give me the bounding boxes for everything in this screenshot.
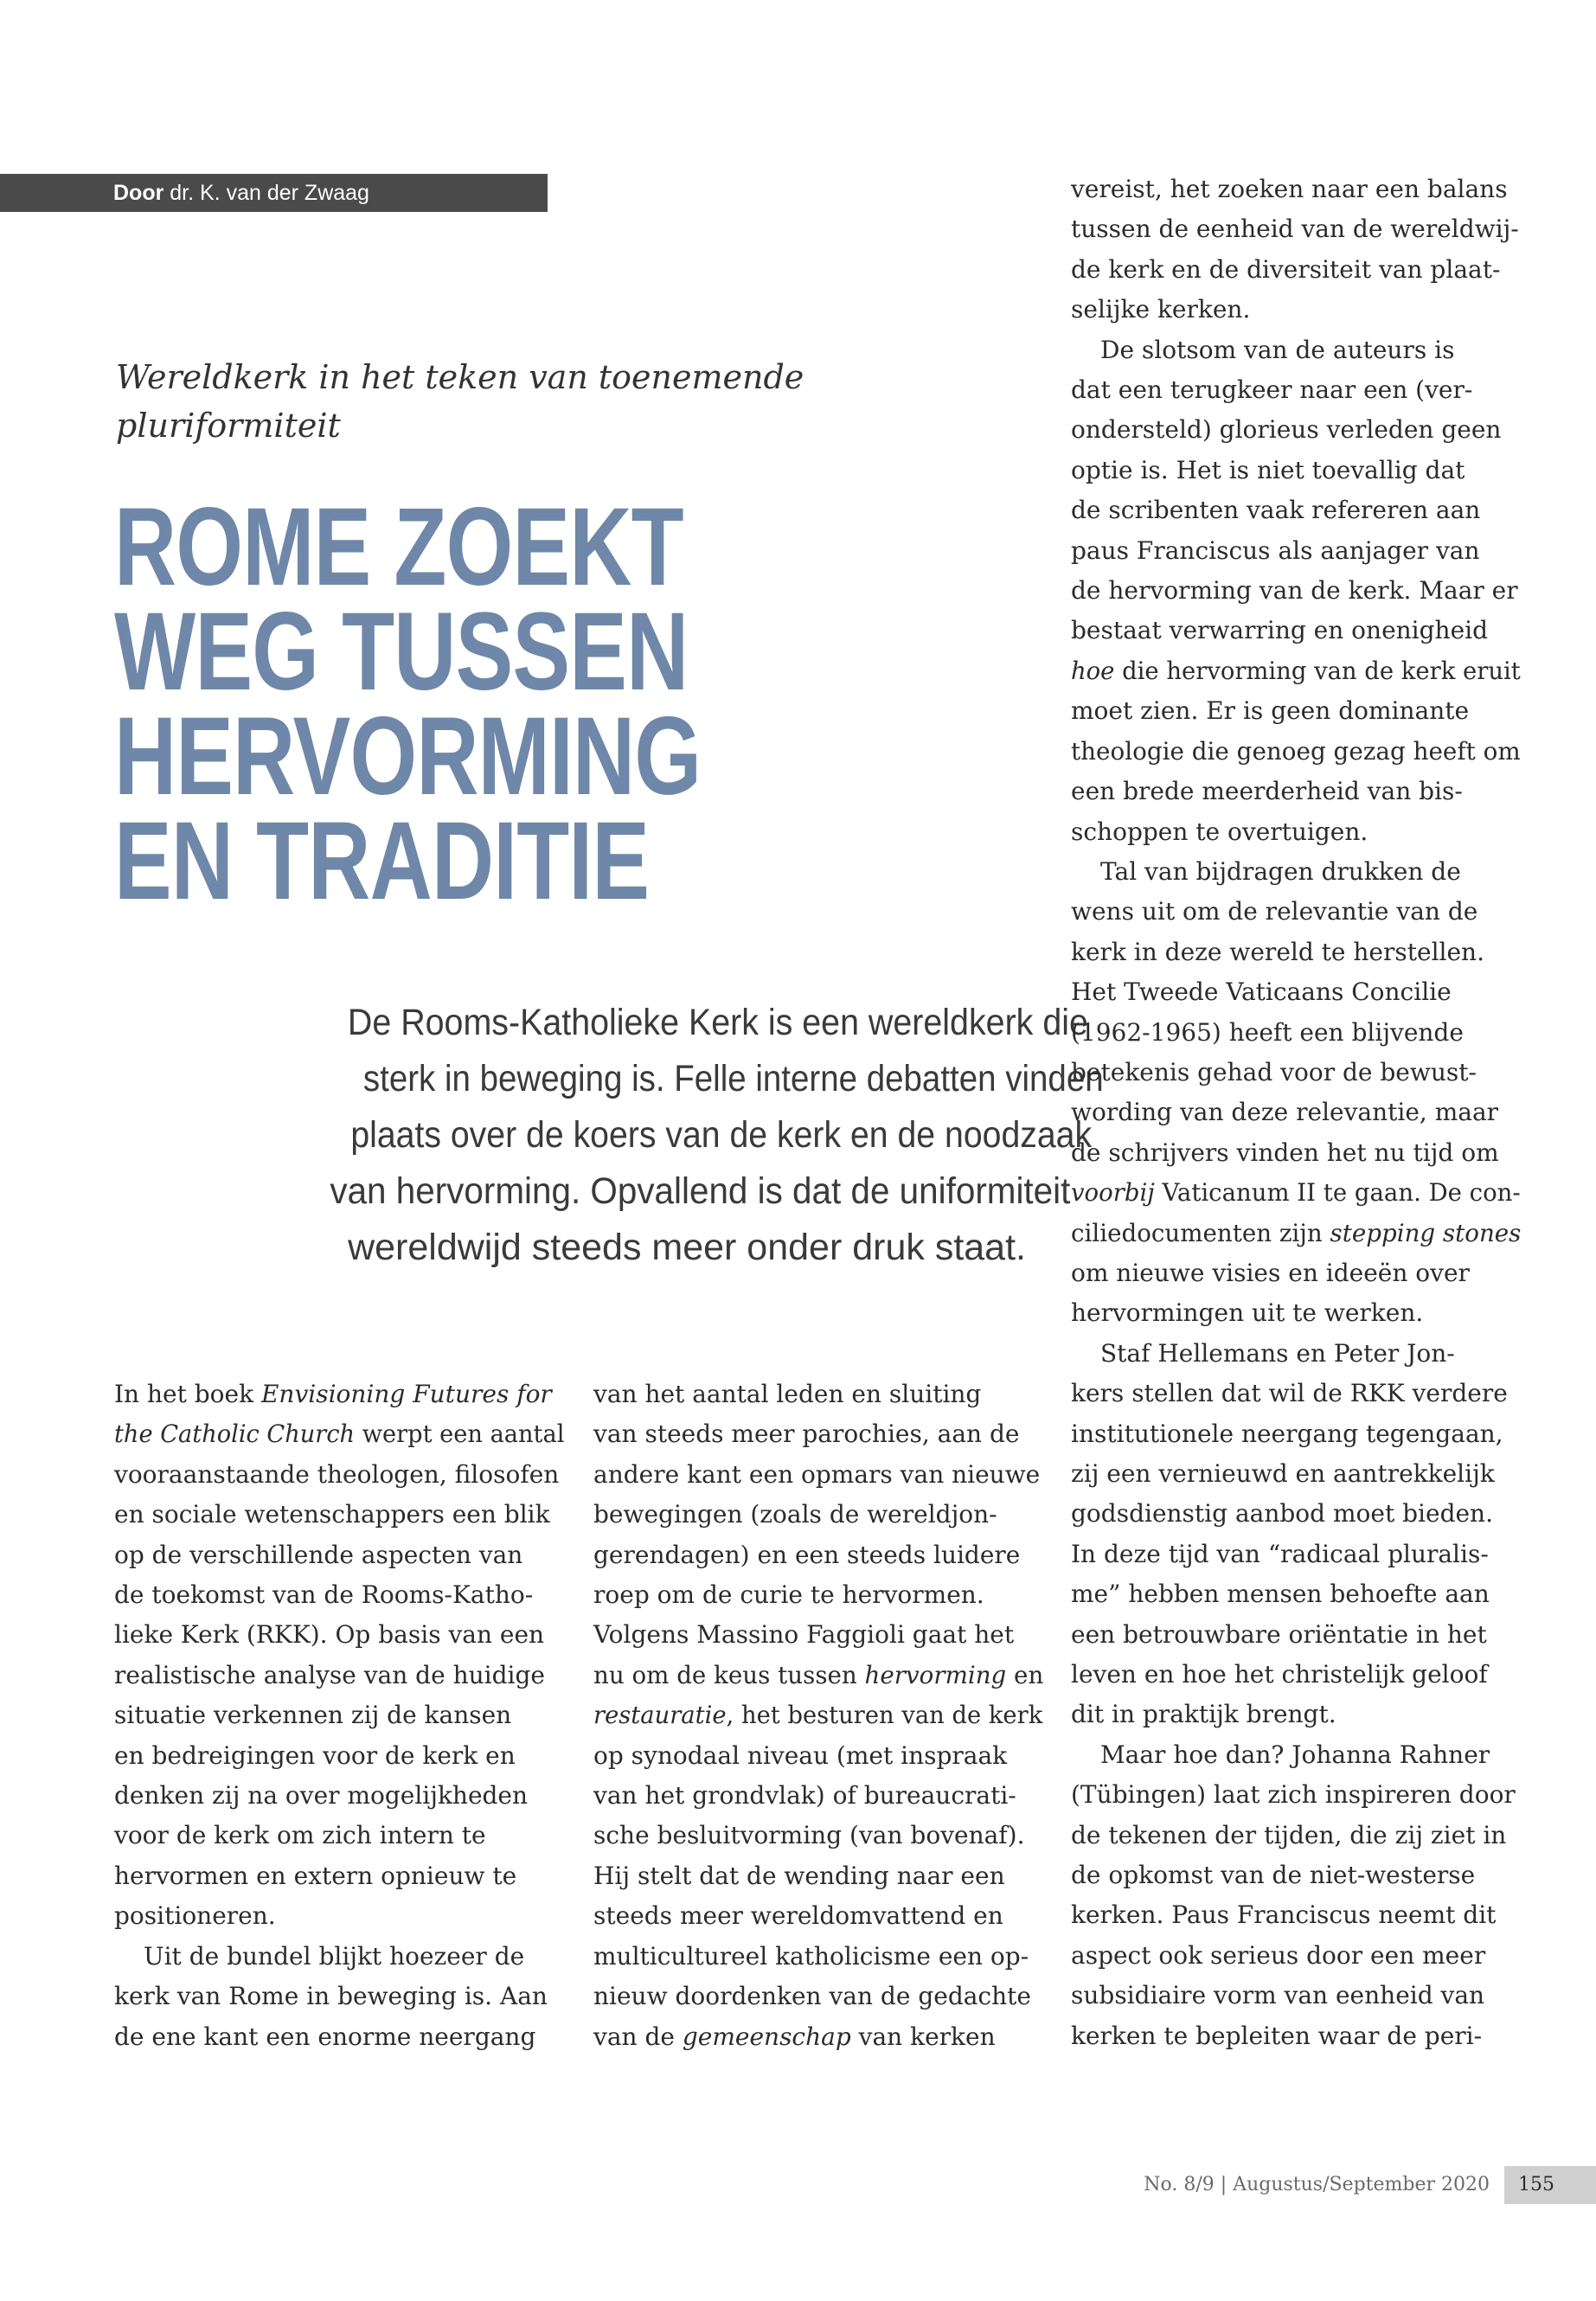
author-byline xyxy=(0,174,548,212)
text-line: Tal van bijdragen drukken de xyxy=(1100,856,1461,886)
text-line: Maar hoe dan? Johanna Rahner xyxy=(1100,1740,1490,1769)
text-line: hoe die hervorming van de kerk eruit xyxy=(1071,656,1521,685)
text-line: en bedreigingen voor de kerk en xyxy=(114,1740,516,1770)
headline-line: HERVORMING xyxy=(114,695,702,818)
text-line: vooraanstaande theologen, filosofen xyxy=(114,1459,560,1489)
text-line: selijke kerken. xyxy=(1071,295,1251,324)
text-line: roep om de curie te hervormen. xyxy=(593,1580,984,1610)
body-column-2 xyxy=(593,1375,1043,2057)
headline-line: EN TRADITIE xyxy=(114,799,650,923)
text-line: andere kant een opmars van nieuwe xyxy=(593,1459,1041,1489)
text-line: institutionele neergang tegengaan, xyxy=(1071,1419,1503,1448)
text-line: situatie verkennen zij de kansen xyxy=(114,1701,512,1730)
text-line: paus Franciscus als aanjager van xyxy=(1071,535,1480,565)
lead-line: wereldwijd steeds meer onder druk staat. xyxy=(348,1227,1026,1268)
footer-issue: No. 8/9 | Augustus/September 2020 xyxy=(1144,2174,1490,2195)
text-line: voor de kerk om zich intern te xyxy=(114,1821,486,1850)
text-line: gerendagen) en een steeds luidere xyxy=(593,1540,1021,1569)
text-line: Hij stelt dat de wending naar een xyxy=(593,1861,1005,1890)
article-headline xyxy=(114,485,979,923)
text-line: voorbij Vaticanum II te gaan. De con- xyxy=(1071,1178,1521,1208)
text-line: vereist, het zoeken naar een balans xyxy=(1071,175,1508,203)
text-line: optie is. Het is niet toevallig dat xyxy=(1071,455,1465,484)
text-line: hervormen en extern opnieuw te xyxy=(114,1861,517,1890)
lead-line: plaats over de koers van de kerk en de noodzaak xyxy=(350,1114,1093,1156)
text-line: op synodaal niveau (met inspraak xyxy=(593,1740,1008,1770)
text-line: (1962-1965) heeft een blijvende xyxy=(1071,1017,1464,1047)
text-line: hervormingen uit te werken. xyxy=(1071,1298,1424,1328)
text-line: (Tübingen) laat zich inspireren door xyxy=(1071,1780,1516,1810)
text-line: wens uit om de relevantie van de xyxy=(1071,897,1478,926)
kicker-subtitle xyxy=(116,353,894,450)
text-line: me” hebben mensen behoefte aan xyxy=(1071,1580,1490,1609)
text-line: op de verschillende aspecten van xyxy=(114,1540,523,1569)
text-line: aspect ook serieus door een meer xyxy=(1071,1940,1486,1970)
text-line: realistische analyse van de huidige xyxy=(114,1660,545,1689)
text-line: de scribenten vaak refereren aan xyxy=(1071,496,1481,525)
text-line: Het Tweede Vaticaans Concilie xyxy=(1071,977,1452,1007)
lead-line: De Rooms-Katholieke Kerk is een wereldkerk die xyxy=(347,1002,1088,1043)
text-line: kerken. Paus Franciscus neemt dit xyxy=(1071,1900,1497,1930)
text-line: van het grondvlak) of bureaucrati- xyxy=(593,1781,1016,1811)
kicker-line: Wereldkerk in het teken van toenemende xyxy=(116,358,804,396)
body-column-1 xyxy=(114,1375,564,2057)
text-line: en sociale wetenschappers een blik xyxy=(114,1500,550,1529)
text-line: wording van deze relevantie, maar xyxy=(1071,1098,1499,1127)
text-line: steeds meer wereldomvattend en xyxy=(593,1901,1003,1931)
headline-line: ROME ZOEKT xyxy=(114,485,683,609)
text-line: van de gemeenschap van kerken xyxy=(593,2022,996,2051)
text-line: bestaat verwarring en onenigheid xyxy=(1071,616,1489,645)
text-line: moet zien. Er is geen dominante xyxy=(1071,696,1470,726)
text-line: de hervorming van de kerk. Maar er xyxy=(1071,576,1518,606)
text-line: bewegingen (zoals de wereldjon- xyxy=(593,1500,997,1529)
lead-line: van hervorming. Opvallend is dat de uniformiteit xyxy=(330,1170,1071,1212)
text-line: van het aantal leden en sluiting xyxy=(593,1380,982,1408)
text-line: schoppen te overtuigen. xyxy=(1071,817,1368,846)
text-line: multicultureel katholicisme een op- xyxy=(593,1941,1029,1971)
text-line: denken zij na over mogelijkheden xyxy=(114,1781,529,1811)
text-line: om nieuwe visies en ideeën over xyxy=(1071,1258,1470,1287)
text-line: kers stellen dat wil de RKK verdere xyxy=(1071,1379,1508,1408)
text-line: godsdienstig aanbod moet bieden. xyxy=(1071,1499,1493,1529)
text-line: de tekenen der tijden, die zij ziet in xyxy=(1071,1820,1507,1849)
text-line: Uit de bundel blijkt hoezeer de xyxy=(144,1941,525,1971)
text-line: ondersteld) glorieus verleden geen xyxy=(1071,415,1502,445)
text-line: kerk in deze wereld te herstellen. xyxy=(1071,937,1484,966)
text-line: Volgens Massino Faggioli gaat het xyxy=(593,1620,1015,1650)
text-line: kerk van Rome in beweging is. Aan xyxy=(114,1982,548,2011)
text-line: nieuw doordenken van de gedachte xyxy=(593,1982,1031,2011)
text-line: de toekomst van de Rooms-Katho- xyxy=(114,1580,534,1610)
text-line: In deze tijd van “radicaal pluralis- xyxy=(1071,1539,1489,1568)
text-line: restauratie, het besturen van de kerk xyxy=(593,1701,1043,1730)
kicker-line: pluriformiteit xyxy=(116,407,341,445)
text-line: ciliedocumenten zijn stepping stones xyxy=(1071,1218,1522,1247)
text-line: kerken te bepleiten waar de peri- xyxy=(1071,2021,1483,2050)
text-line: de opkomst van de niet-westerse xyxy=(1071,1861,1476,1890)
text-line: Staf Hellemans en Peter Jon- xyxy=(1100,1338,1455,1368)
text-line: de schrijvers vinden het nu tijd om xyxy=(1071,1138,1499,1167)
text-line: de kerk en de diversiteit van plaat- xyxy=(1071,254,1501,284)
text-line: betekenis gehad voor de bewust- xyxy=(1071,1057,1477,1086)
text-line: In het boek Envisioning Futures for xyxy=(114,1380,552,1408)
lead-line: sterk in beweging is. Felle interne debatten vinden xyxy=(362,1058,1104,1099)
lead-paragraph xyxy=(285,995,1104,1276)
text-line: dit in praktijk brengt. xyxy=(1071,1700,1336,1729)
page-number: 155 xyxy=(1504,2166,1596,2204)
text-line: the Catholic Church werpt een aantal xyxy=(114,1420,565,1449)
text-line: nu om de keus tussen hervorming en xyxy=(593,1660,1044,1689)
text-line: theologie die genoeg gezag heeft om xyxy=(1071,736,1521,766)
text-line: dat een terugkeer naar een (ver- xyxy=(1071,375,1473,405)
author-name: dr. K. van der Zwaag xyxy=(170,181,369,205)
text-line: tussen de eenheid van de wereldwij- xyxy=(1071,215,1519,244)
text-line: de ene kant een enorme neergang xyxy=(114,2022,536,2051)
text-line: lieke Kerk (RKK). Op basis van een xyxy=(114,1620,545,1650)
text-line: van steeds meer parochies, aan de xyxy=(593,1420,1020,1449)
headline-line: WEG TUSSEN xyxy=(114,590,689,714)
text-line: sche besluitvorming (van bovenaf). xyxy=(593,1821,1025,1850)
text-line: positioneren. xyxy=(114,1901,276,1931)
text-line: zij een vernieuwd en aantrekkelijk xyxy=(1071,1459,1495,1488)
body-column-3 xyxy=(1071,170,1521,2056)
text-line: leven en hoe het christelijk geloof xyxy=(1071,1660,1488,1689)
text-line: De slotsom van de auteurs is xyxy=(1100,335,1455,364)
text-line: een brede meerderheid van bis- xyxy=(1071,777,1463,806)
text-line: een betrouwbare oriëntatie in het xyxy=(1071,1619,1487,1649)
text-line: subsidiaire vorm van eenheid van xyxy=(1071,1981,1485,2010)
byline-prefix: Door xyxy=(113,181,164,205)
